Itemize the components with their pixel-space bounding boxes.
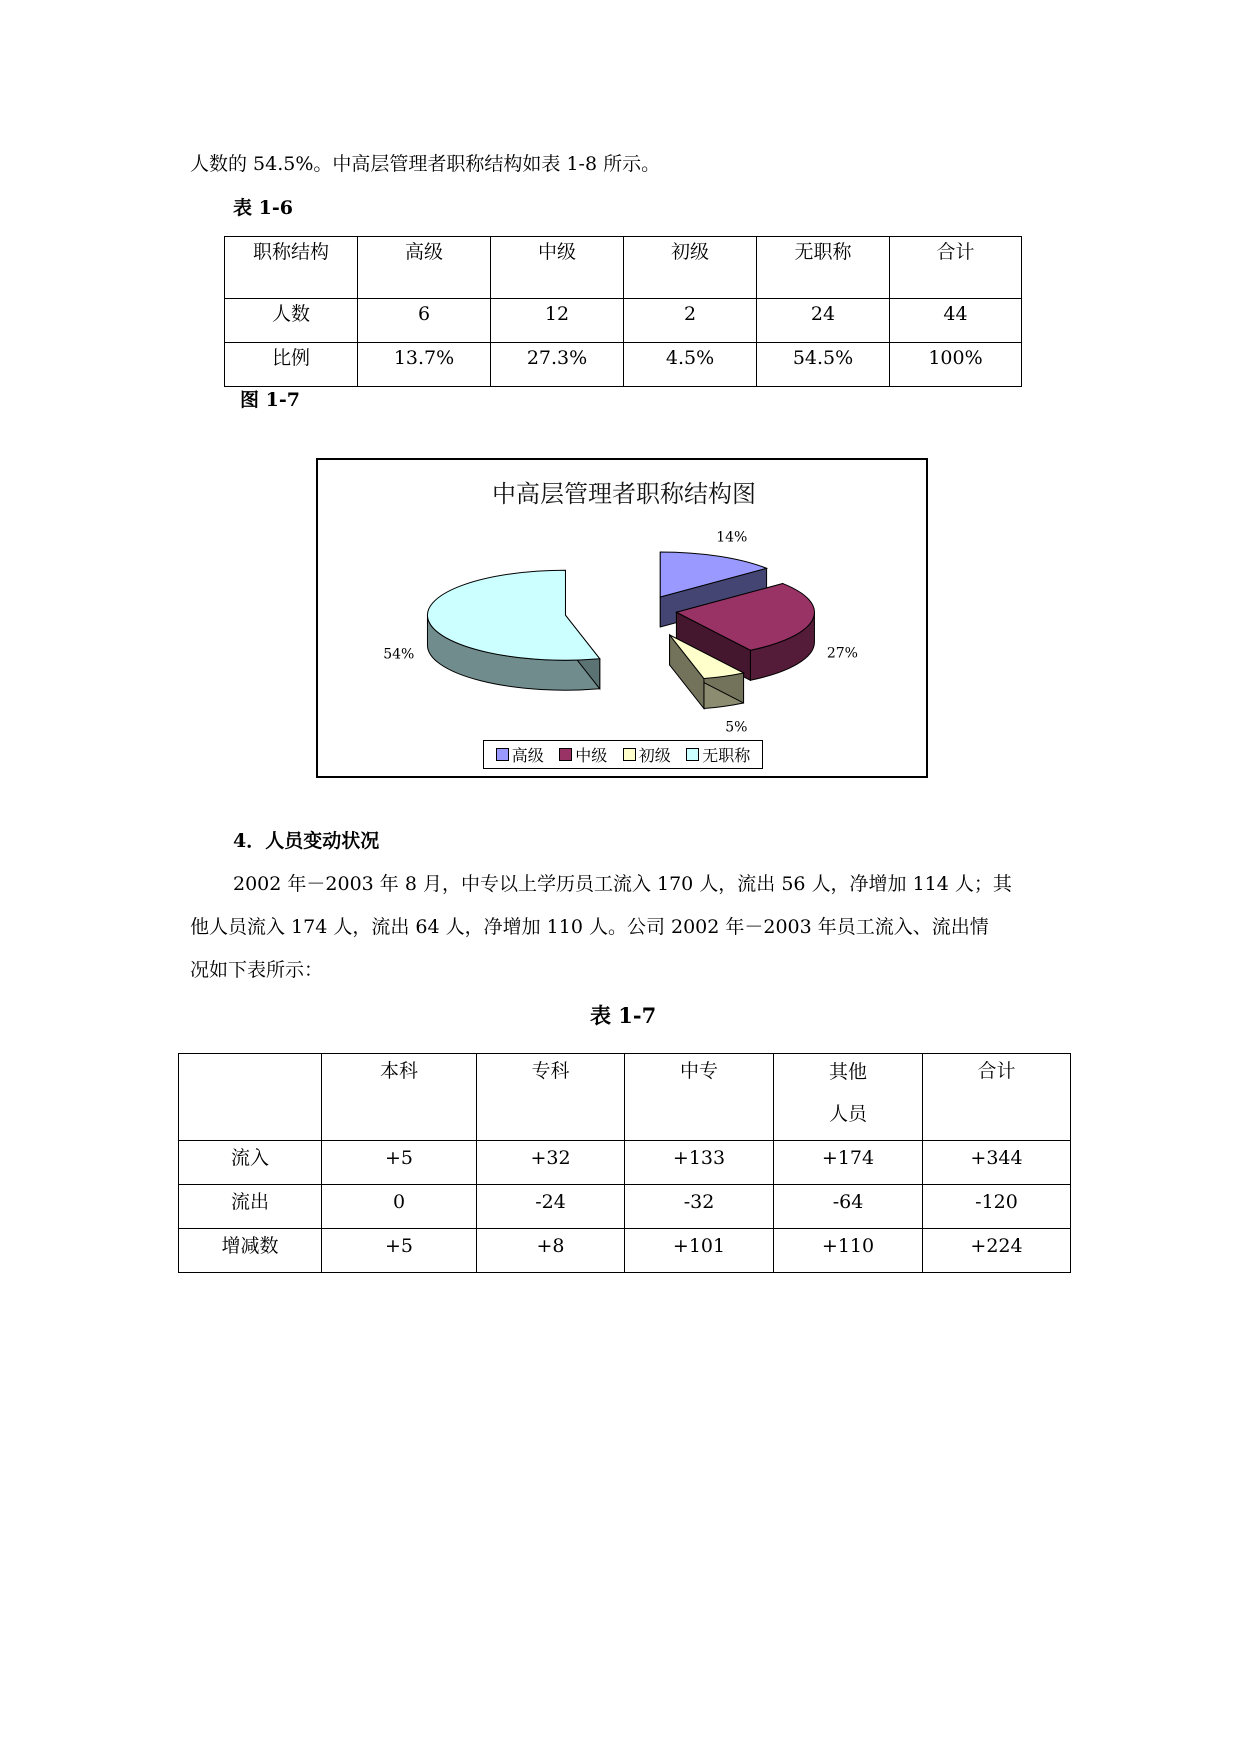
- table-header-row: [225, 237, 1022, 299]
- table-cell: +224: [923, 1229, 1071, 1273]
- pie-chart: [316, 458, 928, 778]
- pie-data-label: 54%: [383, 646, 415, 663]
- paragraph-line: 况如下表所示：: [190, 959, 324, 981]
- table-cell: 0: [322, 1185, 477, 1229]
- legend-swatch-icon: [686, 748, 699, 761]
- legend-item: [686, 743, 750, 766]
- pie-data-label: 14%: [716, 529, 748, 546]
- table-1-7: [178, 1053, 1071, 1273]
- table-header-cell: 合计: [923, 1054, 1071, 1141]
- table-cell: 比例: [225, 343, 358, 387]
- table-cell: -120: [923, 1185, 1071, 1229]
- legend-label: 中级: [575, 746, 608, 765]
- table-cell: -32: [625, 1185, 774, 1229]
- table-cell: +174: [774, 1141, 923, 1185]
- legend-swatch-icon: [559, 748, 572, 761]
- legend-swatch-icon: [496, 748, 509, 761]
- table-cell: 24: [757, 299, 890, 343]
- table-header-cell: 中级: [491, 237, 624, 299]
- figure-1-7-caption: 图 1-7: [240, 389, 300, 411]
- table-cell: 12: [491, 299, 624, 343]
- intro-line: 人数的 54.5%。中高层管理者职称结构如表 1-8 所示。: [190, 153, 661, 175]
- table-row: [179, 1185, 1071, 1229]
- table-row: [225, 343, 1022, 387]
- table-cell: 2: [624, 299, 757, 343]
- table-cell: 人数: [225, 299, 358, 343]
- table-cell: 100%: [890, 343, 1022, 387]
- table-cell: +133: [625, 1141, 774, 1185]
- table-cell: 4.5%: [624, 343, 757, 387]
- table-cell: +5: [322, 1229, 477, 1273]
- table-header-cell: 其他 人员: [774, 1054, 923, 1141]
- table-cell: +8: [477, 1229, 625, 1273]
- table-cell: +101: [625, 1229, 774, 1273]
- table-cell: 44: [890, 299, 1022, 343]
- pie-data-label: 27%: [826, 645, 858, 662]
- legend-label: 初级: [638, 746, 671, 765]
- table-row: [225, 299, 1022, 343]
- table-header-cell: 专科: [477, 1054, 625, 1141]
- table-cell: 54.5%: [757, 343, 890, 387]
- legend-label: 无职称: [702, 746, 751, 765]
- legend-swatch-icon: [623, 748, 636, 761]
- table-1-6-caption: 表 1-6: [233, 197, 293, 219]
- table-cell: +5: [322, 1141, 477, 1185]
- table-cell: +344: [923, 1141, 1071, 1185]
- legend-item: [559, 743, 607, 766]
- table-header-cell: 职称结构: [225, 237, 358, 299]
- table-cell: 流出: [179, 1185, 322, 1229]
- table-header-row: [179, 1054, 1071, 1141]
- table-cell: 流入: [179, 1141, 322, 1185]
- table-cell: +32: [477, 1141, 625, 1185]
- chart-legend: [483, 740, 763, 769]
- table-cell: 27.3%: [491, 343, 624, 387]
- legend-label: 高级: [511, 746, 544, 765]
- table-row: [179, 1229, 1071, 1273]
- table-header-cell: 中专: [625, 1054, 774, 1141]
- table-header-cell: 初级: [624, 237, 757, 299]
- table-header-cell: [179, 1054, 322, 1141]
- table-row: [179, 1141, 1071, 1185]
- pie-data-label: 5%: [725, 719, 748, 736]
- table-1-7-caption: 表 1-7: [590, 1003, 657, 1028]
- pie-chart-canvas: [318, 460, 930, 780]
- table-header-cell: 高级: [358, 237, 491, 299]
- paragraph-line: 2002 年－2003 年 8 月，中专以上学历员工流入 170 人，流出 56 人，净增加 114 人；其: [233, 873, 1012, 895]
- table-cell: -64: [774, 1185, 923, 1229]
- chart-title: 中高层管理者职称结构图: [492, 480, 756, 508]
- section-heading: 4．人员变动状况: [233, 830, 380, 852]
- legend-item: [496, 743, 544, 766]
- paragraph-line: 他人员流入 174 人，流出 64 人，净增加 110 人。公司 2002 年－2003 年员工流入、流出情: [190, 916, 989, 938]
- table-cell: -24: [477, 1185, 625, 1229]
- legend-item: [623, 743, 671, 766]
- table-header-cell: 合计: [890, 237, 1022, 299]
- table-cell: 13.7%: [358, 343, 491, 387]
- table-header-cell: 本科: [322, 1054, 477, 1141]
- table-cell: +110: [774, 1229, 923, 1273]
- pie-slice: [427, 570, 599, 690]
- table-cell: 增减数: [179, 1229, 322, 1273]
- table-1-6: [224, 236, 1022, 387]
- table-cell: 6: [358, 299, 491, 343]
- table-header-cell: 无职称: [757, 237, 890, 299]
